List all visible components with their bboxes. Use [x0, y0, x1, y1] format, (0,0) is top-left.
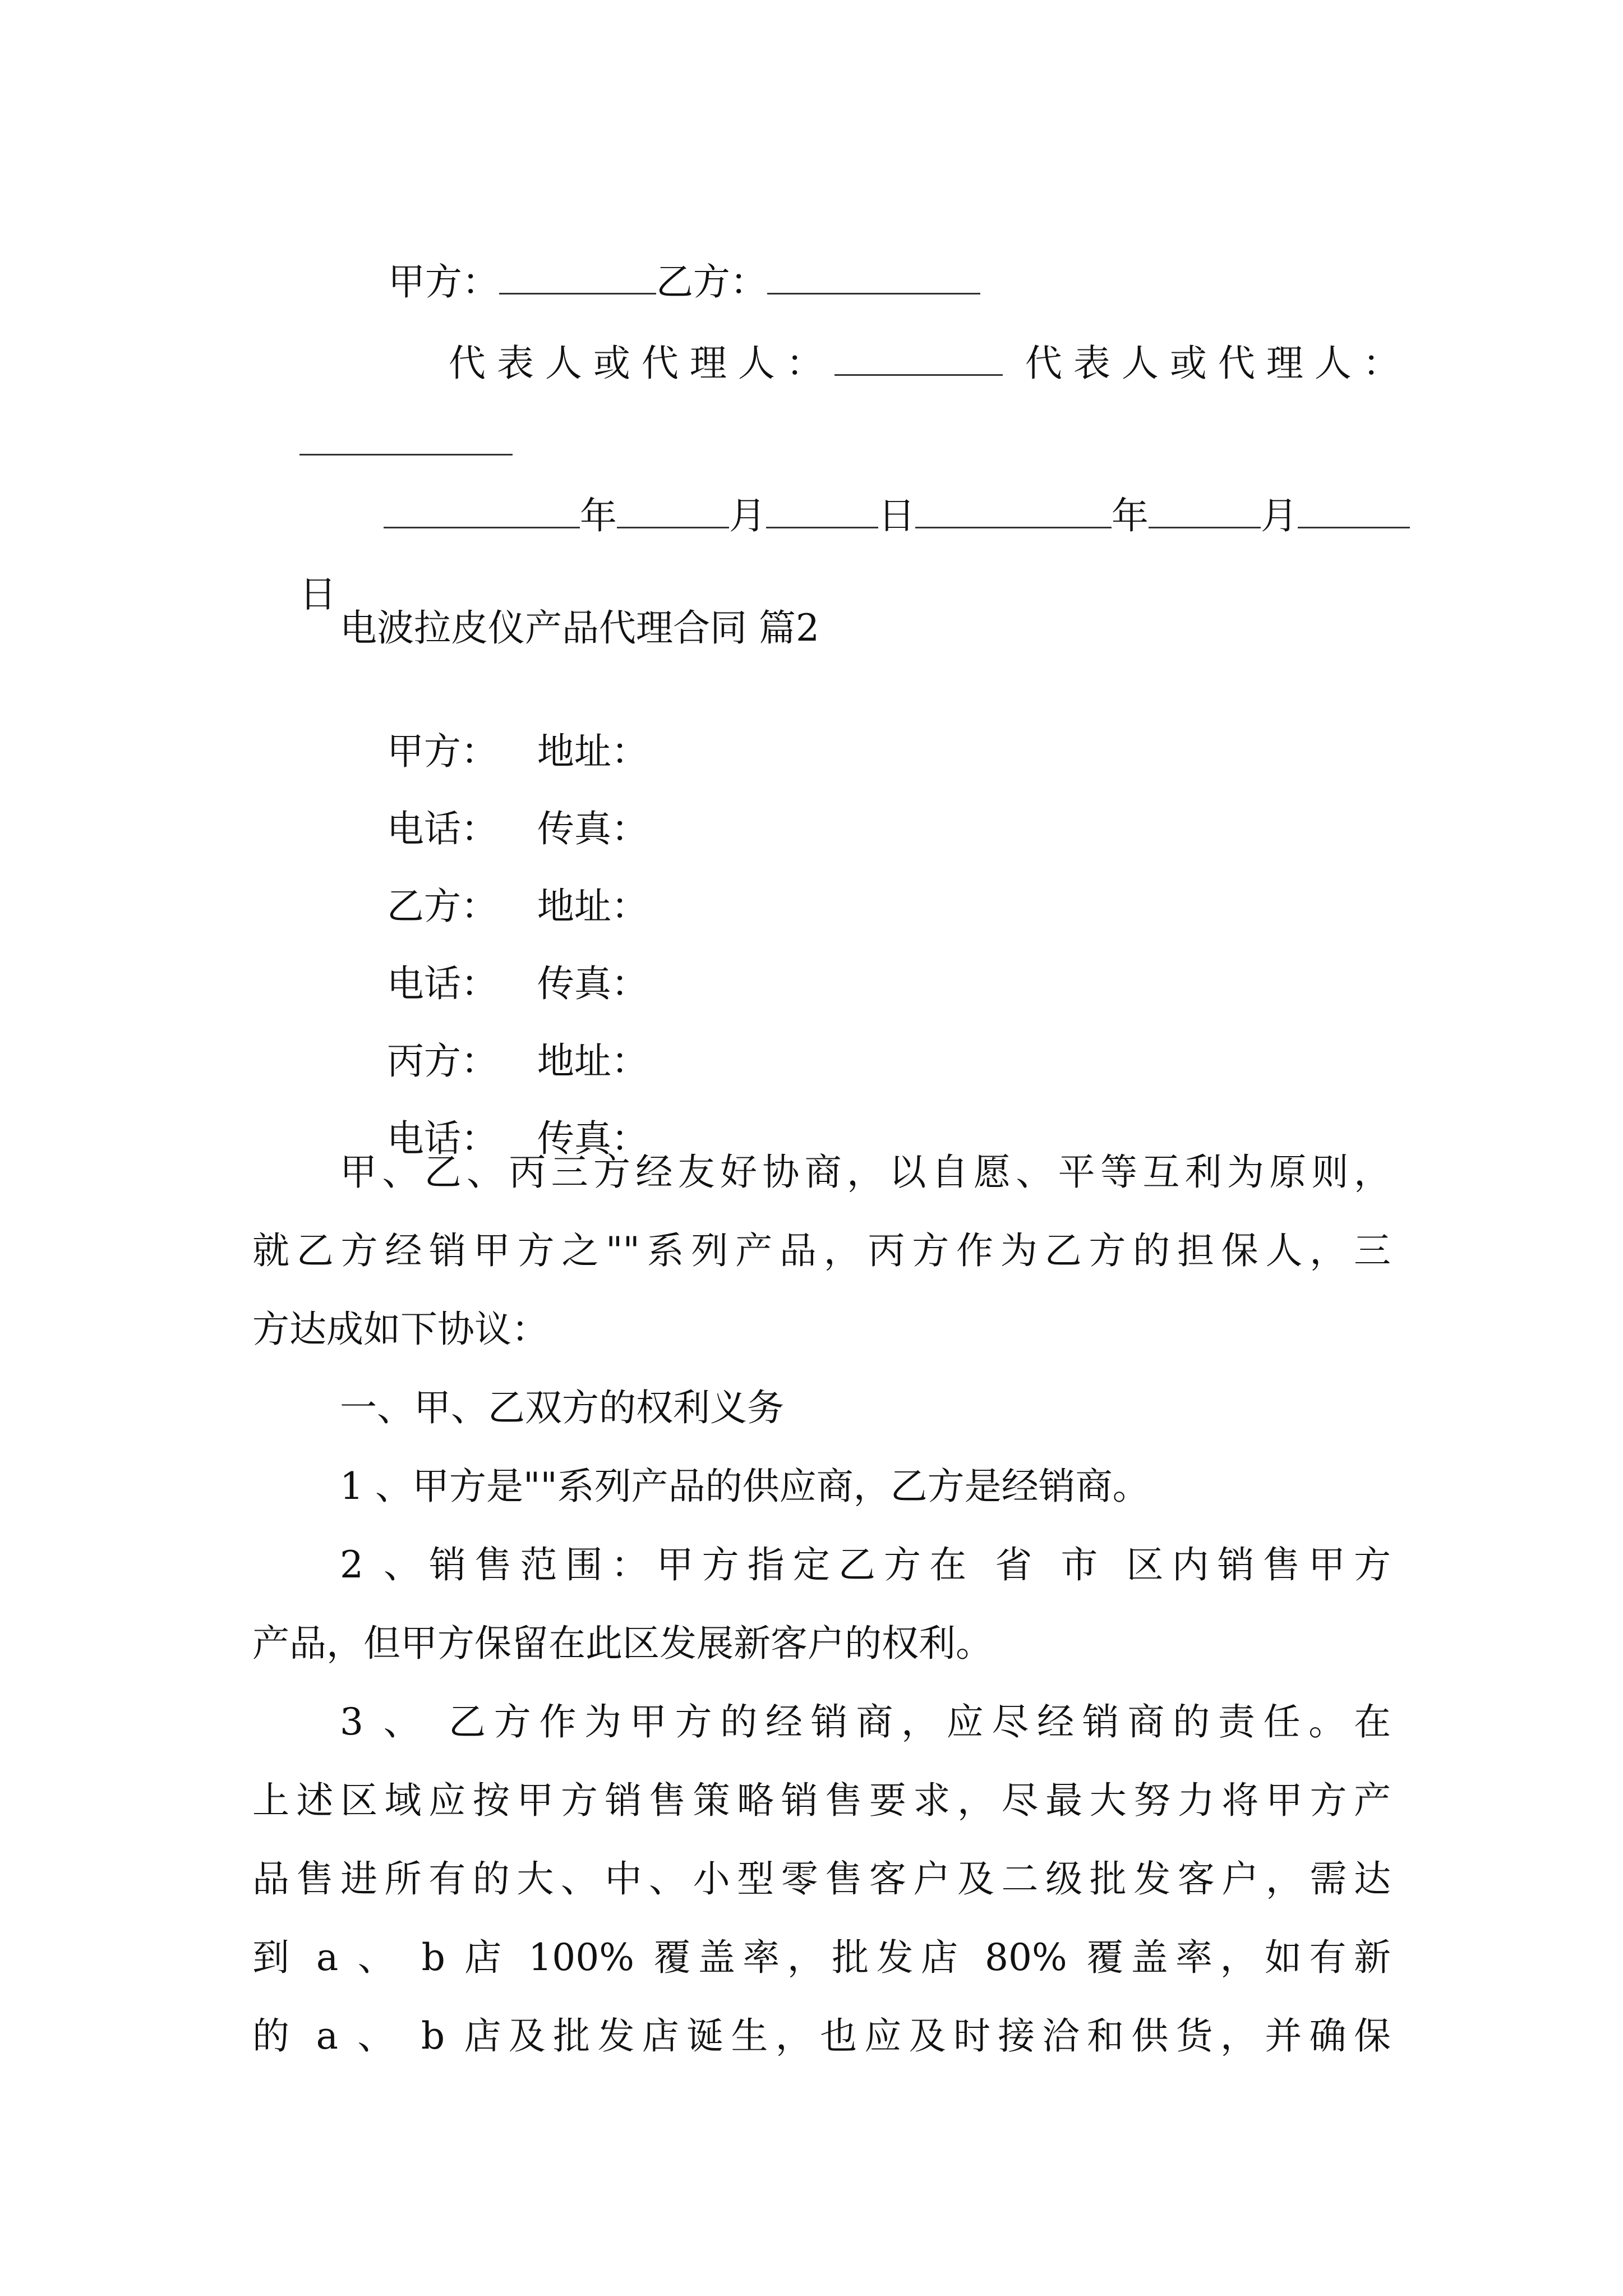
party-address-label: 地址：	[537, 730, 648, 773]
party-name-label: 甲方：	[386, 730, 498, 773]
party-address-label: 传真：	[537, 1117, 648, 1160]
party-b-label: 乙方：	[656, 260, 767, 303]
intro-line-1: 甲、乙、丙三方经友好协商，以自愿、平等互利为原则，	[340, 1151, 1391, 1194]
day-a-blank	[766, 495, 878, 528]
rep-a-blank	[834, 343, 1003, 376]
clause-2-line-2: 产品，但甲方保留在此区发展新客户的权利。	[252, 1622, 993, 1665]
month-b-blank	[1149, 495, 1261, 528]
party-b-blank	[767, 261, 980, 295]
rep-label-a: 代表人或代理人：	[448, 342, 834, 385]
date-year-b: 年	[1111, 494, 1149, 537]
party-name-label: 乙方：	[386, 885, 498, 928]
party-name-label: 电话：	[386, 807, 498, 850]
clause-2-line-1: 2 、销售范围：甲方指定乙方在 省 市 区内销售甲方	[340, 1543, 1391, 1586]
party-a-blank	[499, 261, 656, 295]
year-b-blank	[915, 495, 1112, 528]
date-month-a: 月	[728, 494, 766, 537]
month-a-blank	[617, 495, 729, 528]
clause-3-line-5: 的 a 、 b 店及批发店诞生，也应及时接洽和供货，并确保	[252, 2014, 1391, 2058]
party-address-label: 地址：	[537, 1039, 648, 1083]
intro-line-2: 就乙方经销甲方之""系列产品，丙方作为乙方的担保人，三	[252, 1229, 1391, 1272]
clause-3-line-4: 到 a 、 b 店 100% 覆盖率，批发店 80% 覆盖率，如有新	[252, 1936, 1391, 1979]
party-name-label: 电话：	[386, 1117, 498, 1160]
day-b-blank	[1298, 495, 1410, 528]
party-a-label: 甲方：	[388, 260, 499, 303]
rep-label-b: 代表人或代理人：	[1025, 342, 1411, 385]
party-name-label: 丙方：	[386, 1039, 498, 1083]
clause-3-line-3: 品售进所有的大、中、小型零售客户及二级批发客户，需达	[252, 1857, 1391, 1901]
clause-3-line-2: 上述区域应按甲方销售策略销售要求，尽最大努力将甲方产	[252, 1779, 1391, 1822]
year-a-blank	[384, 495, 580, 528]
date-day-a: 日	[878, 494, 915, 537]
clause-1: 1 、甲方是""系列产品的供应商，乙方是经销商。	[340, 1465, 1150, 1508]
signature-rep-row	[357, 296, 1411, 431]
party-name-label: 电话：	[386, 962, 498, 1005]
contract-title: 电波拉皮仪产品代理合同 篇2	[340, 606, 819, 650]
party-address-label: 传真：	[537, 962, 648, 1005]
date-month-b: 月	[1260, 494, 1298, 537]
signature-date-row	[336, 449, 1410, 583]
date-day-b: 日	[299, 573, 336, 616]
intro-line-3: 方达成如下协议：	[252, 1308, 548, 1351]
signature-date-day-b-row	[252, 527, 336, 662]
date-year-a: 年	[579, 494, 617, 537]
clause-3-line-1: 3 、 乙方作为甲方的经销商，应尽经销商的责任。在	[340, 1700, 1391, 1743]
section-heading: 一、甲、乙双方的权利义务	[340, 1386, 784, 1429]
party-address-label: 地址：	[537, 885, 648, 928]
party-address-label: 传真：	[537, 807, 648, 850]
